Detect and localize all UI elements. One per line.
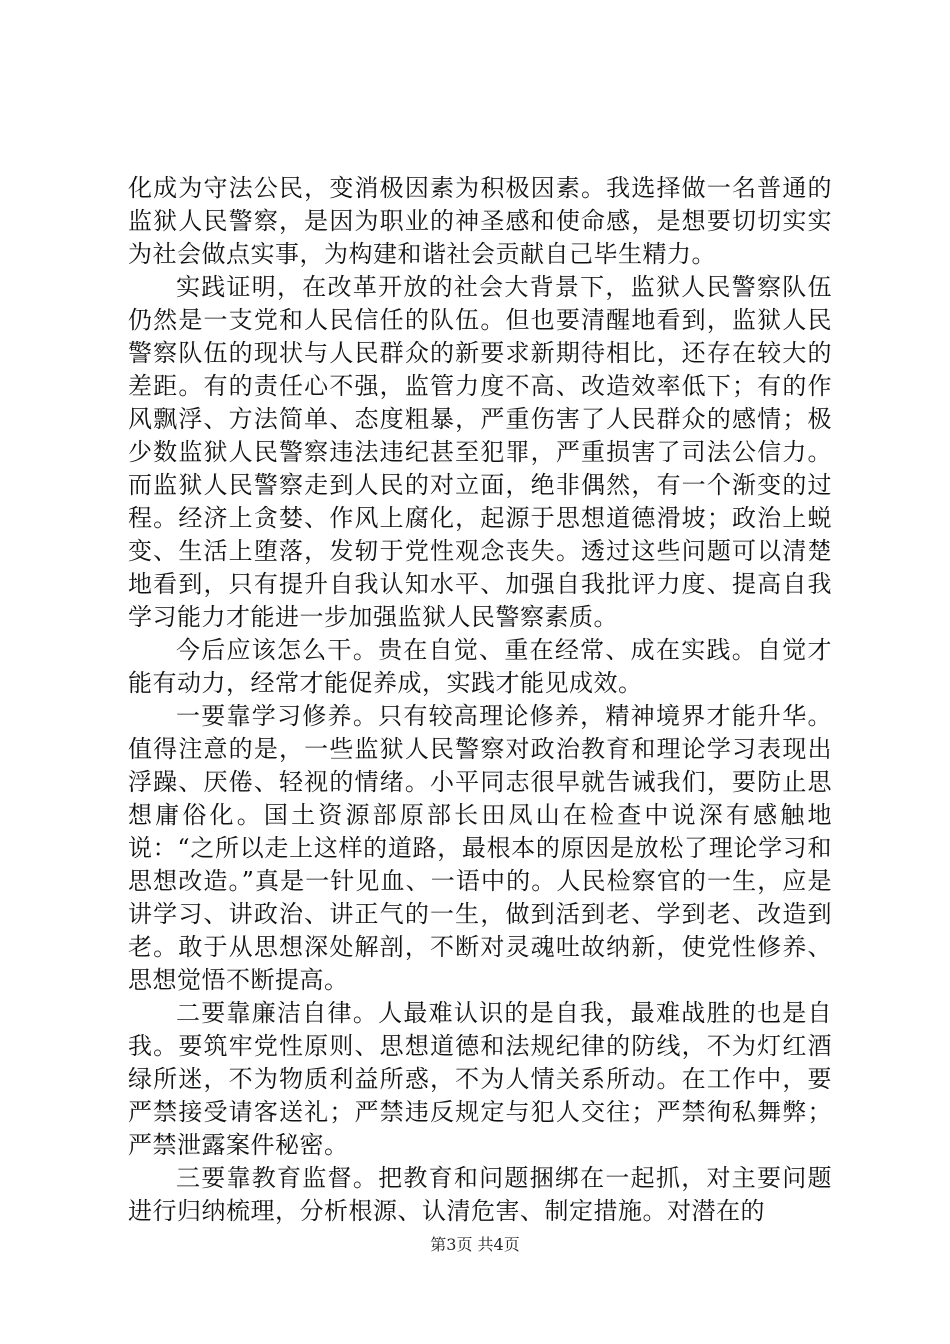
paragraph-practice-proof: 实践证明，在改革开放的社会大背景下，监狱人民警察队伍仍然是一支党和人民信任的队伍。但也要清醒地看到，监狱人民警察队伍的现状与人民群众的新要求新期待相比，还存在较大的差距。有的责任心不强，监管力度不高、改造效率低下；有的作风飘浮、方法简单、态度粗暴，严重伤害了人民群众的感情；极少数监狱人民警察违法违纪甚至犯罪，严重损害了司法公信力。而监狱人民警察走到人民的对立面，绝非偶然，有一个渐变的过程。经济上贪婪、作风上腐化，起源于思想道德滑坡；政治上蜕变、生活上堕落，发轫于党性观念丧失。透过这些问题可以清楚地看到，只有提升自我认知水平、加强自我批评力度、提高自我学习能力才能进一步加强监狱人民警察素质。 (128, 273, 832, 631)
document-body (128, 172, 832, 1228)
paragraph-education-supervision: 三要靠教育监督。把教育和问题捆绑在一起抓，对主要问题进行归纳梳理，分析根源、认清危害、制定措施。对潜在的 (128, 1164, 832, 1225)
paragraph-self-discipline: 二要靠廉洁自律。人最难认识的是自我，最难战胜的也是自我。要筑牢党性原则、思想道德和法规纪律的防线，不为灯红酒绿所迷，不为物质利益所惑，不为人情关系所动。在工作中，要严禁接受请客送礼；严禁违反规定与犯人交往；严禁徇私舞弊；严禁泄露案件秘密。 (128, 999, 832, 1159)
paragraph-continuation: 化成为守法公民，变消极因素为积极因素。我选择做一名普通的监狱人民警察，是因为职业的神圣感和使命感，是想要切切实实为社会做点实事，为构建和谐社会贡献自己毕生精力。 (128, 174, 832, 268)
page-footer: 第3页 共4页 (430, 1235, 520, 1254)
paragraph-study-cultivation: 一要靠学习修养。只有较高理论修养，精神境界才能升华。值得注意的是，一些监狱人民警察对政治教育和理论学习表现出浮躁、厌倦、轻视的情绪。小平同志很早就告诫我们，要防止思想庸俗化。国土资源部原部长田凤山在检查中说深有感触地说：“之所以走上这样的道路，最根本的原因是放松了理论学习和思想改造。”真是一针见血、一语中的。人民检察官的一生，应是讲学习、讲政治、讲正气的一生，做到活到老、学到老、改造到老。敢于从思想深处解剖，不断对灵魂吐故纳新，使党性修养、思想觉悟不断提高。 (128, 702, 832, 994)
paragraph-how-to-act: 今后应该怎么干。贵在自觉、重在经常、成在实践。自觉才能有动力，经常才能促养成，实践才能见成效。 (128, 636, 832, 697)
